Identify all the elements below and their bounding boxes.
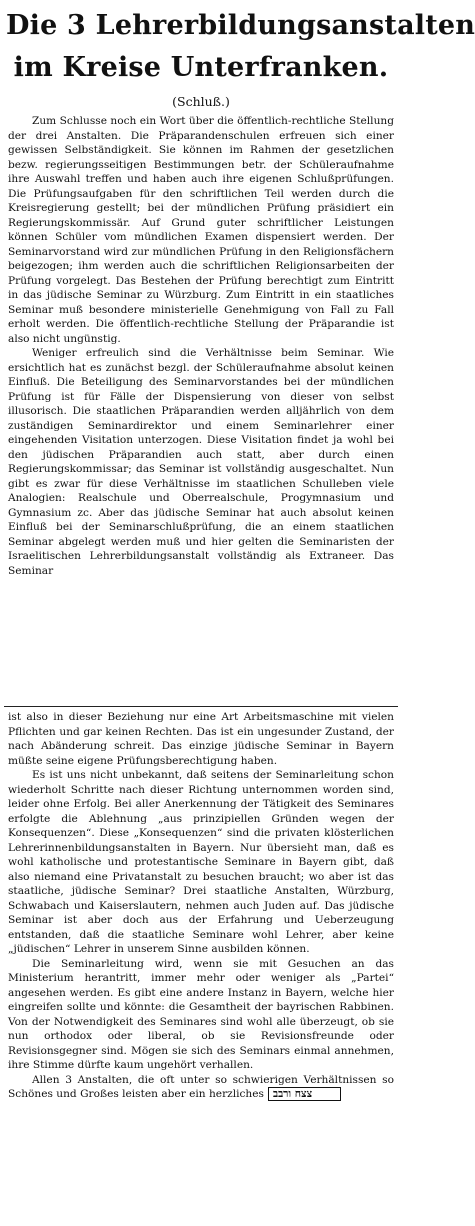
- paragraph: Die Seminarleitung wird, wenn sie mit Gesuchen an das Ministerium herantritt, immer mehr oder weniger als „Partei“ angesehen werden. Es gibt eine andere Instanz in Bayern, welche hier eingreifen sollte und könnte: die Gesamtheit der bayrischen Rabbinen. Von der Notwendigkeit des Seminares sind wohl alle überzeugt, ob sie nun orthodox oder liberal, ob sie Revisionsfreunde oder Revisionsgegner sind. Mögen sie sich des Seminars einmal annehmen, ihre Stimme dürfte kaum ungehört verhallen.: [8, 957, 394, 1071]
- article-subtitle: (Schluß.): [172, 94, 230, 109]
- column-divider: [4, 706, 398, 707]
- lower-text-block: [8, 710, 394, 1218]
- closing-text: Allen 3 Anstalten, die oft unter so schwierigen Verhältnissen so Schönes und Großes leisten aber ein herzliches: [8, 1073, 394, 1100]
- article-title-line-1: Die 3 Lehrerbildungsanstalten: [6, 10, 475, 41]
- paragraph: ist also in dieser Beziehung nur eine Art Arbeitsmaschine mit vielen Pflichten und gar keinen Rechten. Das ist ein ungesunder Zustand, der nach Abänderung schreit. Das einzige jüdische Seminar in Bayern müßte seine eigene Prüfungsberechtigung haben.: [8, 711, 394, 767]
- hebrew-closing-phrase: צצח ורבב: [268, 1087, 341, 1101]
- closing-paragraph: [8, 1073, 394, 1102]
- paragraph: Weniger erfreulich sind die Verhältnisse beim Seminar. Wie ersichtlich hat es zunächst bezgl. der Schüleraufnahme absolut keinen Einfluß. Die Beteiligung des Seminarvorstandes bei der mündlichen Prüfung ist für Fälle der Dispensierung von dieser von selbst illusorisch. Die staatlichen Präparandien werden alljährlich von dem zuständigen Seminardirektor und einem Seminarlehrer einer eingehenden Visitation unterzogen. Diese Visitation findet ja wohl bei den jüdischen Präparandien auch statt, aber durch einen Regierungskommissar; das Seminar ist vollständig ausgeschaltet. Nun gibt es zwar für diese Verhältnisse im staatlichen Schulleben viele Analogien: Realschule und Oberrealschule, Progymnasium und Gymnasium zc. Aber das jüdische Seminar hat auch absolut keinen Einfluß bei der Seminarschlußprüfung, die an einem staatlichen Seminar abgelegt werden muß und hier gelten die Seminaristen der Israelitischen Lehrerbildungsanstalt vollständig als Extraneer. Das Seminar: [8, 347, 394, 577]
- paragraph: Zum Schlusse noch ein Wort über die öffentlich-rechtliche Stellung der drei Anstalten. Die Präparandenschulen erfreuen sich einer gewissen Selbständigkeit. Sie können im Rahmen der gesetzlichen bezw. regierungsseitigen Bestimmungen betr. der Schüleraufnahme ihre Auswahl treffen und haben auch ihre eigenen Schlußprüfungen. Die Prüfungsaufgaben für den schriftlichen Teil werden durch die Kreisregierung gestellt; bei der mündlichen Prüfung präsidiert ein Regierungskommissär. Auf Grund guter schriftlicher Leistungen können Schüler vom mündlichen Examen dispensiert werden. Der Seminarvorstand wird zur mündlichen Prüfung in den Religionsfächern beigezogen; ihm werden auch die schriftlichen Religionsarbeiten der Prüfung vorgelegt. Das Bestehen der Prüfung berechtigt zum Eintritt in das jüdische Seminar zu Würzburg. Zum Eintritt in ein staatliches Seminar muß besondere ministerielle Genehmigung von Fall zu Fall erholt werden. Die öffentlich-rechtliche Stellung der Präparandie ist also nicht ungünstig.: [8, 115, 394, 345]
- paragraph: Es ist uns nicht unbekannt, daß seitens der Seminarleitung schon wiederholt Schritte nach dieser Richtung unternommen worden sind, leider ohne Erfolg. Bei aller Anerkennung der Tätigkeit des Seminares erfolgte die Ablehnung „aus prinzipiellen Gründen wegen der Konsequenzen“. Diese „Konsequenzen“ sind die privaten klösterlichen Lehrerinnenbildungsanstalten in Bayern. Nur übersieht man, daß es wohl katholische und protestantische Seminare in Bayern gibt, daß also niemand eine Privatanstalt zu besuchen braucht; wo aber ist das staatliche, jüdische Seminar? Drei staatliche Anstalten, Würzburg, Schwabach und Kaiserslautern, nehmen auch Juden auf. Das jüdische Seminar ist aber doch aus der Erfahrung und Ueberzeugung entstanden, daß die staatliche Seminare wohl Lehrer, aber keine „jüdischen“ Lehrer in unserem Sinne ausbilden können.: [8, 769, 394, 955]
- upper-text-block: [8, 114, 394, 704]
- article-title-line-2: im Kreise Unterfranken.: [13, 52, 389, 83]
